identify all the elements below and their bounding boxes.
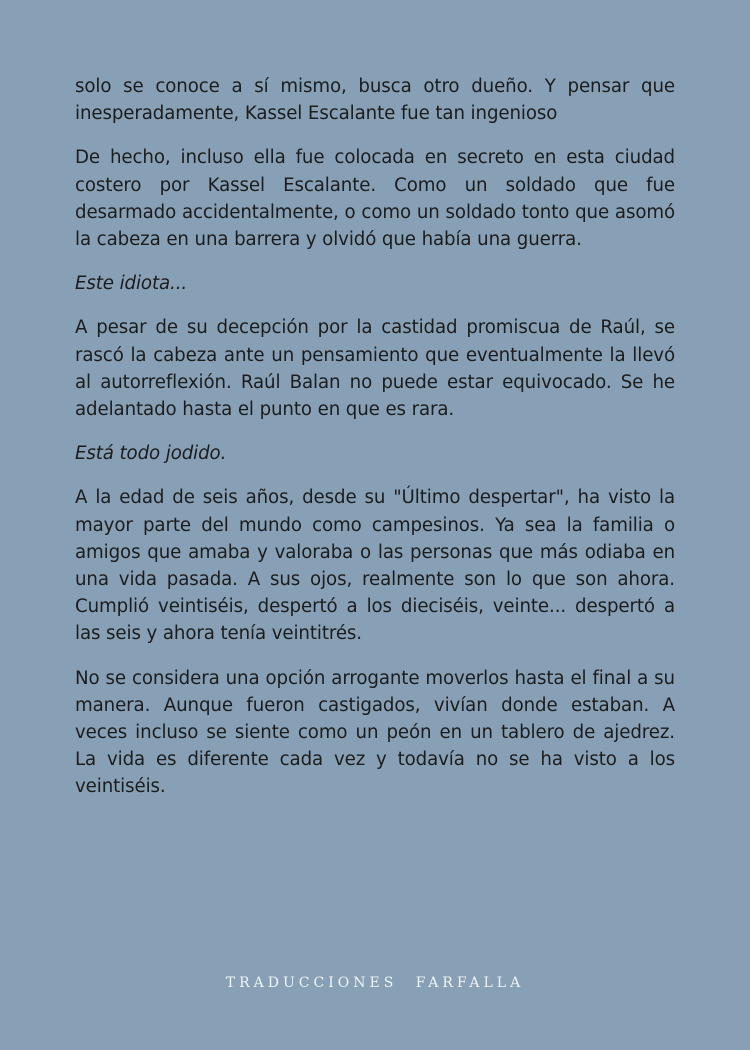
paragraph-4: A pesar de su decepción por la castidad promiscua de Raúl, se rascó la cabeza ante un pensamiento que eventualmente la llevó al autorreflexión. Raúl Balan no puede estar equivocado. Se he adelantado hasta el punto en que es rara. [75, 317, 675, 421]
page-body [75, 73, 675, 818]
paragraph-2: De hecho, incluso ella fue colocada en secreto en esta ciudad costero por Kassel Escalante. Como un soldado que fue desarmado accidentalmente, o como un soldado tonto que asomó la cabeza en una barrera y olvidó que había una guerra. [75, 147, 675, 251]
paragraph-7: No se considera una opción arrogante moverlos hasta el final a su manera. Aunque fueron castigados, vivían donde estaban. A veces incluso se siente como un peón en un tablero de ajedrez. La vida es diferente cada vez y todavía no se ha visto a los veintiséis. [75, 667, 675, 798]
paragraph-3-italic: Este idiota... [75, 273, 188, 295]
paragraph-1: solo se conoce a sí mismo, busca otro dueño. Y pensar que inesperadamente, Kassel Escalante fue tan ingenioso [75, 76, 675, 125]
paragraph-5-italic: Está todo jodido. [75, 443, 227, 465]
paragraph-6: A la edad de seis años, desde su "Último despertar", ha visto la mayor parte del mundo como campesinos. Ya sea la familia o amigos que amaba y valoraba o las personas que más odiaba en una vida pasada. A sus ojos, realmente son lo que son ahora. Cumplió veintiséis, despertó a los dieciséis, veinte... despertó a las seis y ahora tenía veintitrés. [75, 487, 675, 645]
footer-credit: TRADUCCIONES FARFALLA [225, 975, 525, 991]
